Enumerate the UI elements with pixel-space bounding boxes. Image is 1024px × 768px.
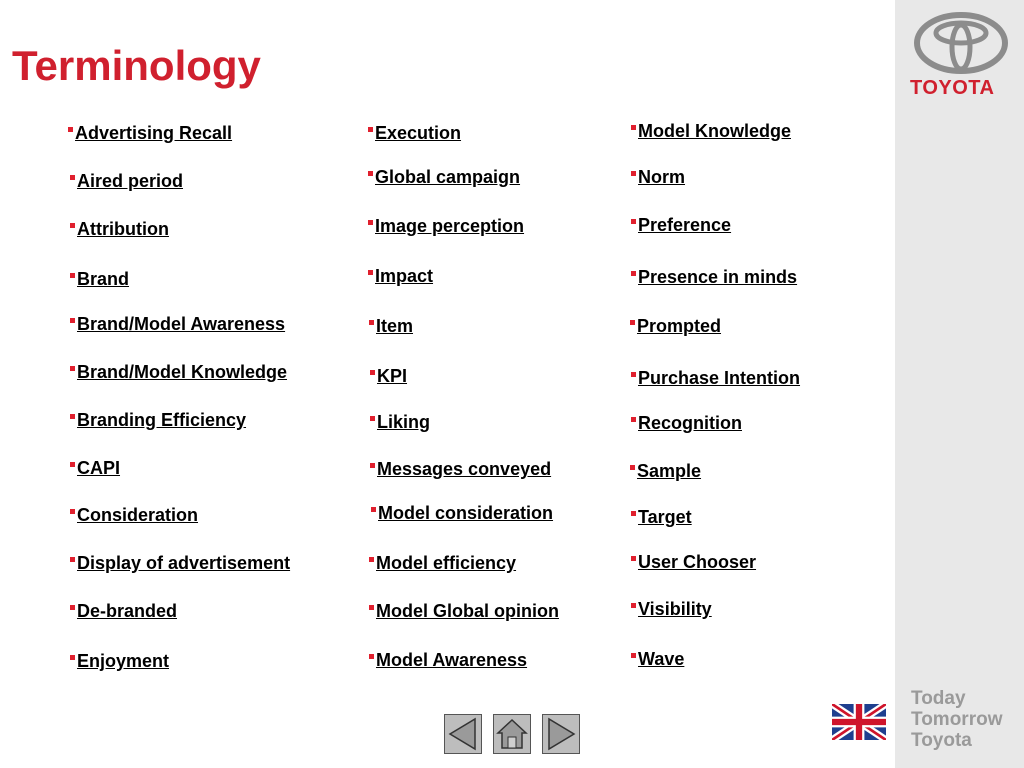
term-item[interactable] xyxy=(70,171,183,192)
term-link[interactable]: De-branded xyxy=(77,601,178,621)
term-link[interactable]: User Chooser xyxy=(638,552,757,572)
left-arrow-icon xyxy=(445,715,481,753)
slogan-line: Tomorrow xyxy=(911,709,1003,730)
term-link[interactable]: Aired period xyxy=(77,171,184,191)
next-button[interactable] xyxy=(542,714,580,754)
term-link[interactable]: Brand xyxy=(77,269,130,289)
term-item[interactable] xyxy=(631,121,791,142)
term-link[interactable]: Model Global opinion xyxy=(376,601,559,621)
term-item[interactable] xyxy=(368,266,433,287)
term-item[interactable] xyxy=(630,316,721,337)
bullet-icon xyxy=(368,171,373,176)
right-arrow-icon xyxy=(543,715,579,753)
bullet-icon xyxy=(631,603,636,608)
term-item[interactable] xyxy=(70,553,290,574)
term-link[interactable]: Brand/Model Knowledge xyxy=(77,362,288,382)
bullet-icon xyxy=(70,605,75,610)
term-item[interactable] xyxy=(370,412,430,433)
bullet-icon xyxy=(70,366,75,371)
term-link[interactable]: Target xyxy=(638,507,692,527)
term-link[interactable]: Branding Efficiency xyxy=(77,410,247,430)
term-link[interactable]: Sample xyxy=(637,461,702,481)
bullet-icon xyxy=(631,219,636,224)
page-title: Terminology xyxy=(12,42,261,89)
bullet-icon xyxy=(70,462,75,467)
term-item[interactable] xyxy=(70,651,169,672)
term-link[interactable]: Brand/Model Awareness xyxy=(77,314,286,334)
bullet-icon xyxy=(631,417,636,422)
bullet-icon xyxy=(70,557,75,562)
term-item[interactable] xyxy=(70,219,169,240)
previous-button[interactable] xyxy=(444,714,482,754)
home-button[interactable] xyxy=(493,714,531,754)
term-link[interactable]: Liking xyxy=(377,412,430,432)
bullet-icon xyxy=(70,223,75,228)
bullet-icon xyxy=(70,509,75,514)
term-item[interactable] xyxy=(369,650,527,671)
term-item[interactable] xyxy=(631,368,800,389)
term-link[interactable]: Execution xyxy=(375,123,462,143)
term-link[interactable]: Model efficiency xyxy=(376,553,517,573)
term-item[interactable] xyxy=(70,362,287,383)
bullet-icon xyxy=(70,273,75,278)
term-link[interactable]: KPI xyxy=(377,366,408,386)
term-item[interactable] xyxy=(370,366,407,387)
term-item[interactable] xyxy=(369,553,516,574)
term-item[interactable] xyxy=(368,123,461,144)
term-item[interactable] xyxy=(631,167,685,188)
term-link[interactable]: Item xyxy=(376,316,414,336)
bullet-icon xyxy=(631,125,636,130)
bullet-icon xyxy=(371,507,376,512)
term-item[interactable] xyxy=(630,461,701,482)
bullet-icon xyxy=(70,414,75,419)
bullet-icon xyxy=(631,653,636,658)
term-item[interactable] xyxy=(368,216,524,237)
bullet-icon xyxy=(70,655,75,660)
term-item[interactable] xyxy=(70,505,198,526)
term-item[interactable] xyxy=(68,123,232,144)
term-item[interactable] xyxy=(371,503,553,524)
term-link[interactable]: Image perception xyxy=(375,216,525,236)
term-link[interactable]: Prompted xyxy=(637,316,722,336)
term-item[interactable] xyxy=(631,599,712,620)
bullet-icon xyxy=(370,463,375,468)
term-link[interactable]: Preference xyxy=(638,215,732,235)
term-item[interactable] xyxy=(631,413,742,434)
term-link[interactable]: Global campaign xyxy=(375,167,521,187)
home-icon xyxy=(494,715,530,753)
bullet-icon xyxy=(631,556,636,561)
term-link[interactable]: Purchase Intention xyxy=(638,368,801,388)
term-item[interactable] xyxy=(370,459,551,480)
term-link[interactable]: Recognition xyxy=(638,413,742,433)
bullet-icon xyxy=(631,372,636,377)
bullet-icon xyxy=(368,270,373,275)
term-item[interactable] xyxy=(368,167,520,188)
term-item[interactable] xyxy=(70,269,129,290)
bullet-icon xyxy=(370,416,375,421)
term-item[interactable] xyxy=(631,552,756,573)
bullet-icon xyxy=(368,220,373,225)
term-item[interactable] xyxy=(631,507,692,528)
term-item[interactable] xyxy=(70,601,177,622)
bullet-icon xyxy=(68,127,73,132)
bullet-icon xyxy=(369,654,374,659)
bullet-icon xyxy=(70,318,75,323)
term-link[interactable]: CAPI xyxy=(77,458,121,478)
term-link[interactable]: Visibility xyxy=(638,599,712,619)
bullet-icon xyxy=(630,465,635,470)
term-item[interactable] xyxy=(369,316,413,337)
term-link[interactable]: Enjoyment xyxy=(77,651,170,671)
toyota-logo-text: TOYOTA xyxy=(910,77,995,99)
bullet-icon xyxy=(369,605,374,610)
bullet-icon xyxy=(631,171,636,176)
bullet-icon xyxy=(631,511,636,516)
term-item[interactable] xyxy=(70,410,246,431)
term-link[interactable]: Attribution xyxy=(77,219,169,239)
term-item[interactable] xyxy=(631,267,797,288)
uk-flag-icon[interactable] xyxy=(832,704,886,740)
slogan-line: Today xyxy=(911,688,966,709)
term-link[interactable]: Model consideration xyxy=(378,503,554,523)
term-link[interactable]: Display of advertisement xyxy=(77,553,291,573)
term-link[interactable]: Model Awareness xyxy=(376,650,528,670)
term-link[interactable]: Consideration xyxy=(77,505,199,525)
term-item[interactable] xyxy=(631,215,731,236)
bullet-icon xyxy=(369,557,374,562)
term-item[interactable] xyxy=(369,601,559,622)
term-link[interactable]: Wave xyxy=(638,649,685,669)
term-link[interactable]: Messages conveyed xyxy=(377,459,552,479)
slogan-line: Toyota xyxy=(911,730,972,751)
term-item[interactable] xyxy=(70,458,120,479)
bullet-icon xyxy=(370,370,375,375)
slogan xyxy=(911,688,1002,751)
brand-sidebar xyxy=(895,0,1024,768)
term-link[interactable]: Norm xyxy=(638,167,686,187)
term-link[interactable]: Model Knowledge xyxy=(638,121,791,141)
bullet-icon xyxy=(630,320,635,325)
term-link[interactable]: Advertising Recall xyxy=(75,123,233,143)
term-link[interactable]: Presence in minds xyxy=(638,267,798,287)
bullet-icon xyxy=(70,175,75,180)
bullet-icon xyxy=(368,127,373,132)
term-link[interactable]: Impact xyxy=(375,266,434,286)
toyota-emblem-icon xyxy=(913,12,1009,74)
bullet-icon xyxy=(369,320,374,325)
bullet-icon xyxy=(631,271,636,276)
term-item[interactable] xyxy=(631,649,684,670)
term-item[interactable] xyxy=(70,314,285,335)
